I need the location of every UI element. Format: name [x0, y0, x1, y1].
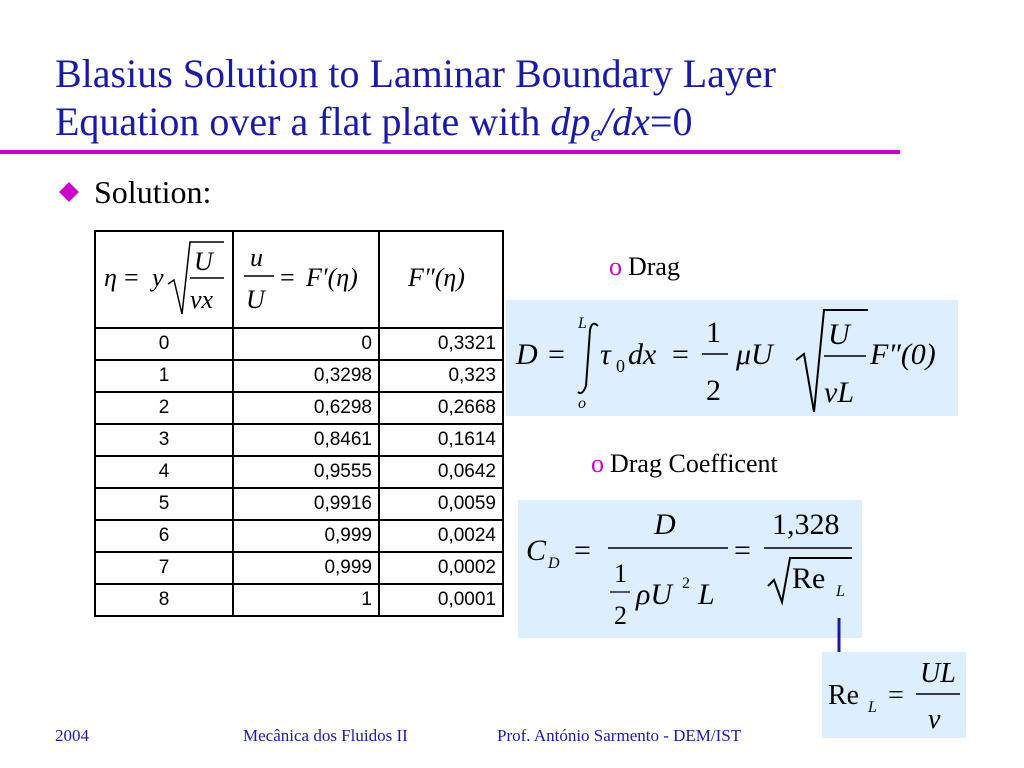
drag-bullet-marker: o: [609, 252, 622, 281]
footer-year: 2004: [55, 726, 89, 745]
drag-coefficient-bullet-marker: o: [591, 449, 604, 478]
velocity-ratio-cell: 1: [233, 584, 379, 616]
drag-eq1: =: [548, 338, 565, 371]
svg-text:U: U: [246, 285, 265, 314]
cd-num-d: D: [654, 508, 676, 541]
re-den: ν: [928, 704, 941, 735]
velocity-ratio-cell: 0,9916: [233, 488, 379, 520]
fpp-cell: 0,0001: [379, 584, 503, 616]
cd-half-num: 1: [614, 559, 627, 588]
drag-dx: dx: [628, 338, 657, 371]
table-row: [95, 360, 503, 392]
drag-half-num: 1: [706, 316, 721, 349]
velocity-ratio-cell: 0,3298: [233, 360, 379, 392]
eta-cell: 8: [95, 584, 233, 616]
svg-text:F′(η): F′(η): [306, 263, 358, 292]
velocity-ratio-formula: [240, 232, 372, 320]
velocity-ratio-cell: 0,999: [233, 552, 379, 584]
cd-re: Re: [792, 562, 826, 595]
eta-cell: 0: [95, 328, 233, 360]
svg-text:U: U: [194, 247, 213, 276]
diamond-bullet-icon: [59, 182, 79, 202]
cd-formula: [518, 500, 862, 638]
drag-coefficient-label: Drag Coefficent: [610, 449, 778, 478]
header-fpp: [379, 231, 503, 328]
eta-cell: 5: [95, 488, 233, 520]
integral-sign-icon: [578, 324, 598, 393]
svg-text:F″(η): F″(η): [408, 263, 465, 292]
svg-text:y: y: [152, 263, 164, 292]
eta-cell: 6: [95, 520, 233, 552]
svg-text:νx: νx: [190, 285, 214, 314]
drag-sqrt-num: U: [828, 318, 850, 351]
velocity-ratio-cell: 0,999: [233, 520, 379, 552]
velocity-ratio-cell: 0: [233, 328, 379, 360]
drag-eq2: =: [672, 338, 689, 371]
velocity-ratio-cell: 0,9555: [233, 456, 379, 488]
cd-formula-box: [518, 500, 862, 638]
solution-bullet: [62, 172, 211, 212]
table-row: [95, 488, 503, 520]
drag-formula: [506, 300, 958, 416]
drag-half-den: 2: [706, 374, 721, 407]
title-eq-zero: =0: [649, 99, 693, 144]
drag-tau: τ: [600, 338, 611, 371]
drag-tau-sub: 0: [616, 356, 625, 376]
table-row: [95, 392, 503, 424]
fpp-cell: 0,0059: [379, 488, 503, 520]
drag-upper-limit: L: [578, 315, 587, 332]
title-e-sub: e: [590, 121, 602, 147]
cd-coef: 1,328: [772, 508, 840, 541]
cd-half-den: 2: [614, 601, 627, 630]
re-re: Re: [828, 680, 860, 711]
cd-eq2: =: [734, 534, 751, 567]
table-row: [95, 584, 503, 616]
title-dp: dp: [550, 99, 591, 144]
fpp-formula: [386, 232, 496, 320]
footer-course: Mecânica dos Fluidos II: [243, 726, 408, 745]
header-velocity-ratio: [233, 231, 379, 328]
header-eta: [95, 231, 233, 328]
title-prefix: Equation over a flat plate with: [55, 99, 551, 144]
cd-l-sub: L: [836, 583, 845, 600]
title-dx: /dx: [601, 99, 650, 144]
blasius-table: [94, 230, 504, 617]
table-row: [95, 328, 503, 360]
fpp-cell: 0,0002: [379, 552, 503, 584]
re-l-sub: L: [868, 699, 877, 716]
drag-lhs: D: [516, 338, 538, 371]
fpp-cell: 0,3321: [379, 328, 503, 360]
table-row: [95, 520, 503, 552]
fpp-cell: 0,2668: [379, 392, 503, 424]
re-formula-box: [822, 652, 966, 738]
drag-mu-u: μU: [736, 338, 773, 371]
re-num: UL: [920, 658, 956, 689]
svg-text:=: =: [280, 263, 295, 292]
fpp-cell: 0,0024: [379, 520, 503, 552]
cd-d-sub: D: [548, 555, 560, 572]
slide-title: [55, 50, 955, 158]
re-formula: [822, 652, 966, 738]
fpp-cell: 0,323: [379, 360, 503, 392]
table-row: [95, 424, 503, 456]
drag-coefficient-bullet: [591, 449, 778, 479]
drag-sqrt-den: νL: [824, 376, 854, 409]
svg-text:η: η: [104, 263, 117, 292]
eta-cell: 1: [95, 360, 233, 392]
fpp-cell: 0,1614: [379, 424, 503, 456]
cd-c: C: [526, 534, 547, 567]
drag-lower-limit: o: [578, 395, 586, 412]
eta-cell: 7: [95, 552, 233, 584]
title-line-1: Blasius Solution to Laminar Boundary Layer: [55, 51, 776, 96]
svg-text:=: =: [124, 263, 139, 292]
cd-eq1: =: [574, 534, 591, 567]
cd-l: L: [698, 578, 715, 611]
eta-cell: 3: [95, 424, 233, 456]
solution-label: Solution:: [94, 174, 212, 210]
eta-cell: 2: [95, 392, 233, 424]
drag-bullet: [609, 252, 680, 282]
svg-text:u: u: [250, 243, 263, 272]
drag-label: Drag: [628, 252, 680, 281]
table-row: [95, 456, 503, 488]
footer-author: Prof. António Sarmento - DEM/IST: [497, 726, 742, 745]
drag-fpp0: F″(0): [870, 338, 936, 371]
title-divider: [0, 150, 900, 154]
velocity-ratio-cell: 0,6298: [233, 392, 379, 424]
velocity-ratio-cell: 0,8461: [233, 424, 379, 456]
eta-formula: [102, 232, 226, 320]
drag-formula-box: [506, 300, 958, 416]
table-row: [95, 552, 503, 584]
title-line-2: [55, 98, 955, 158]
re-eq: =: [888, 680, 904, 711]
fpp-cell: 0,0642: [379, 456, 503, 488]
eta-cell: 4: [95, 456, 233, 488]
cd-rho-u: ρU: [636, 578, 673, 611]
cd-square: 2: [682, 575, 690, 592]
